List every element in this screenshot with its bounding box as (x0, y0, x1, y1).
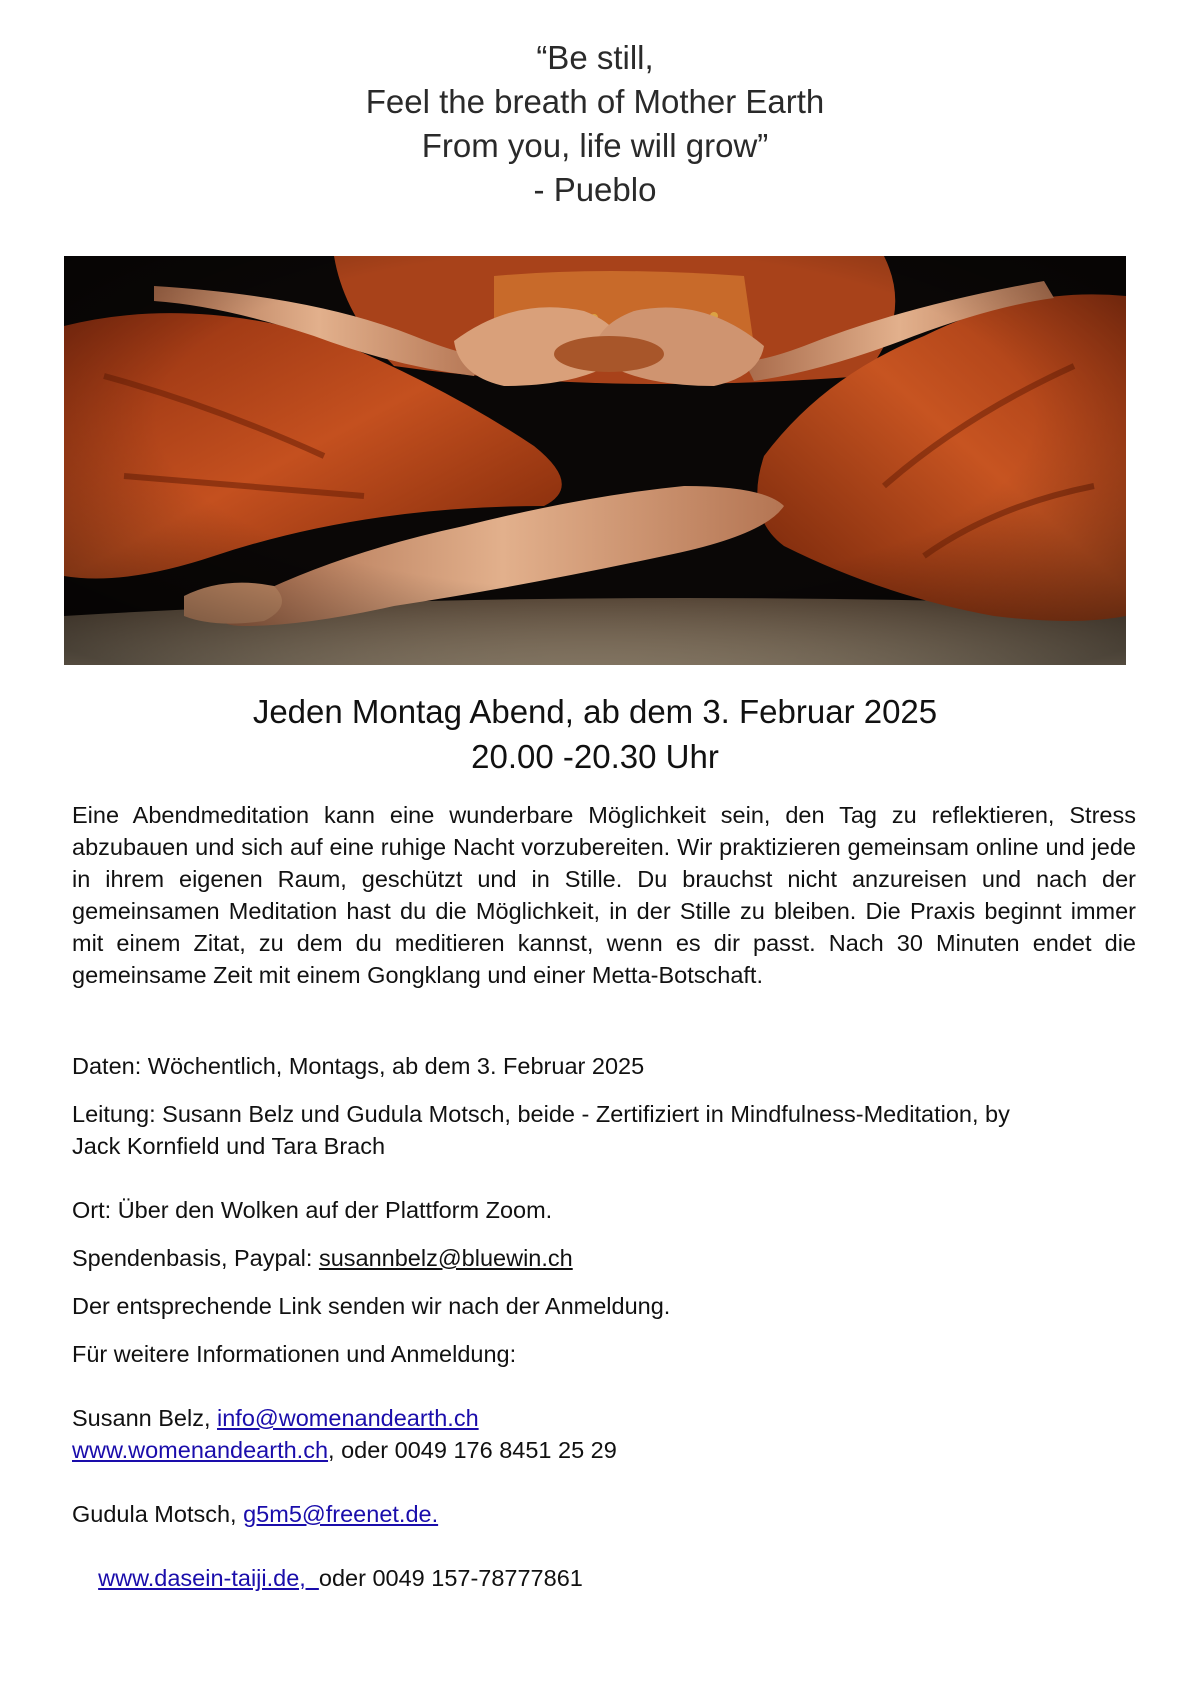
donation-email-link[interactable]: susannbelz@bluewin.ch (318, 1245, 573, 1271)
dates-line: Daten: Wöchentlich, Montags, ab dem 3. Februar 2025 (72, 1053, 645, 1079)
event-time-line: 20.00 -20.30 Uhr (471, 738, 719, 775)
location-line: Ort: Über den Wolken auf der Plattform Zoom. (72, 1197, 553, 1223)
quote-block (0, 36, 1190, 212)
link-note-line: Der entsprechende Link senden wir nach der Anmeldung. (72, 1293, 671, 1319)
donation-label: Spendenbasis, Paypal: (72, 1245, 319, 1271)
website-link[interactable]: www.dasein-taiji.de, (98, 1565, 319, 1591)
phone-text: , oder 0049 176 8451 25 29 (328, 1437, 617, 1463)
website-link[interactable]: www.womenandearth.ch (72, 1437, 329, 1463)
phone-text: oder 0049 157-78777861 (318, 1565, 583, 1591)
quote-line: Feel the breath of Mother Earth (365, 83, 825, 120)
contact-name: Gudula Motsch, (72, 1501, 244, 1527)
meditation-photo (64, 256, 1126, 665)
description-paragraph: Eine Abendmeditation kann eine wunderbare Möglichkeit sein, den Tag zu reflektieren, Stress abzubauen und sich auf eine ruhige Nacht vorzubereiten. Wir praktizieren gemeinsam online und jede in ihrem eigenen Raum, geschützt und in Stille. Du brauchst nicht anzureisen und nach der gemeinsamen Meditation hast du die Möglichkeit, in der Stille zu bleiben. Die Praxis beginnt immer mit einem Zitat, zu dem du meditieren kannst, wenn es dir passt. Nach 30 Minuten endet die gemeinsame Zeit mit einem Gongklang und einer Metta-Botschaft. (72, 802, 1136, 988)
leadership-line: Jack Kornfield und Tara Brach (72, 1133, 386, 1159)
contact-name: Susann Belz, (72, 1405, 218, 1431)
contact-gudula (72, 1498, 1136, 1626)
quote-line: From you, life will grow” (421, 127, 769, 164)
email-link[interactable]: g5m5@freenet.de. (243, 1501, 439, 1527)
leadership-line: Leitung: Susann Belz und Gudula Motsch, beide - Zertifiziert in Mindfulness-Meditation, by (72, 1101, 1010, 1127)
quote-attribution: - Pueblo (533, 171, 657, 208)
meditation-photo-icon (64, 256, 1126, 665)
email-link[interactable]: info@womenandearth.ch (217, 1405, 479, 1431)
quote-line: “Be still, (536, 39, 654, 76)
donation-line (72, 1242, 1136, 1274)
event-schedule (0, 689, 1190, 779)
more-info-line: Für weitere Informationen und Anmeldung: (72, 1341, 517, 1367)
event-date-line: Jeden Montag Abend, ab dem 3. Februar 2025 (252, 693, 938, 730)
leadership-block (72, 1098, 1136, 1162)
contact-susann (72, 1402, 1136, 1466)
